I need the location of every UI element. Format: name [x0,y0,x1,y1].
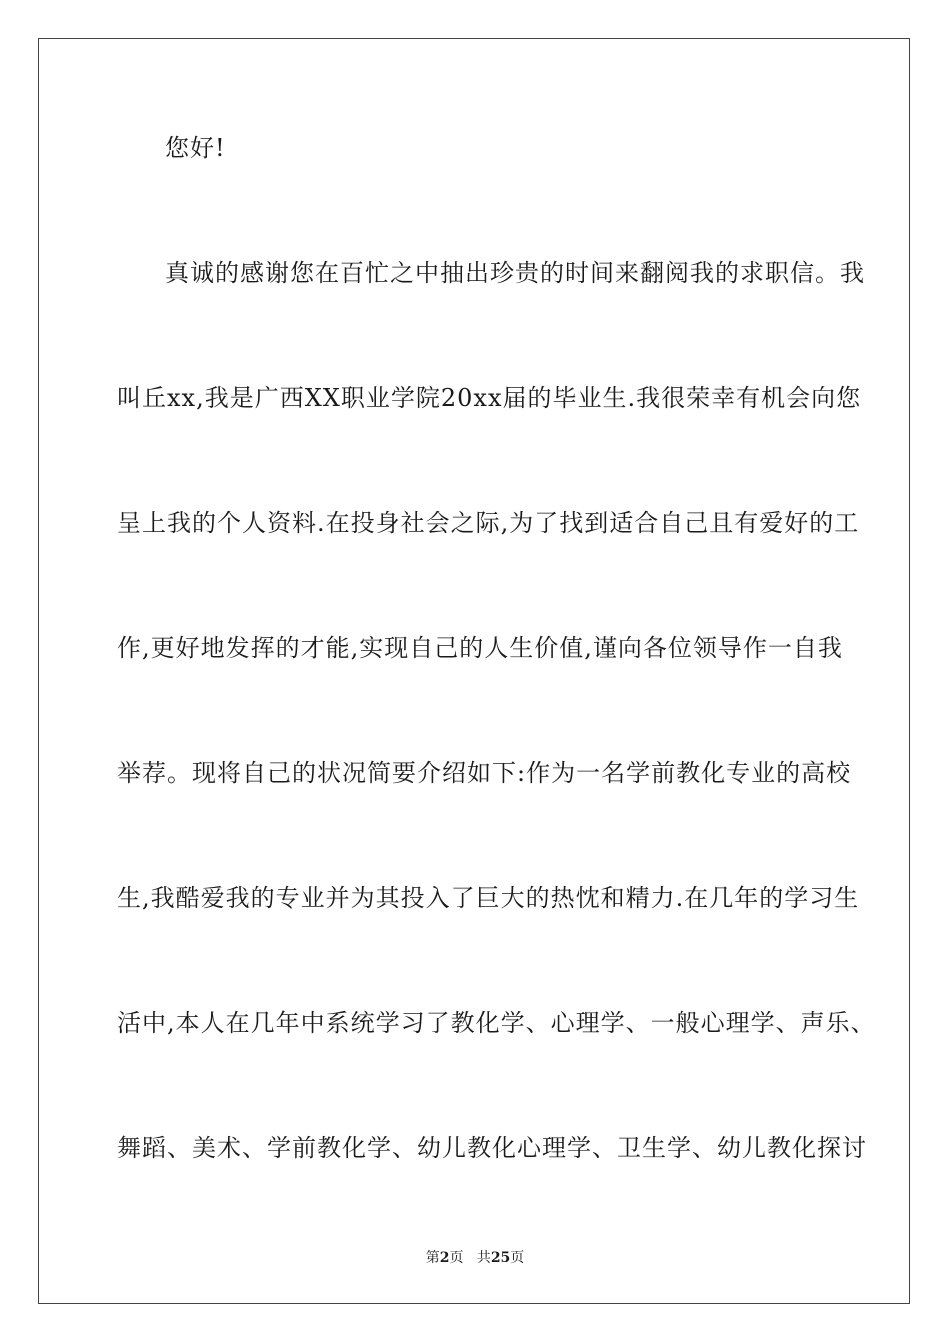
total-suffix: 页 [510,1250,525,1266]
body-line-6: 生,我酷爱我的专业并为其投入了巨大的热忱和精力.在几年的学习生 [117,884,860,912]
body-line-5: 举荐。现将自己的状况简要介绍如下:作为一名学前教化专业的高校 [117,759,852,787]
page-prefix: 第 [425,1250,440,1266]
body-line-7: 活中,本人在几年中系统学习了教化学、心理学、一般心理学、声乐、 [117,1009,876,1037]
total-pages: 25 [490,1250,511,1266]
body-line-4: 作,更好地发挥的才能,实现自己的人生价值,谨向各位领导作一自我 [117,634,843,662]
body-line-3: 呈上我的个人资料.在投身社会之际,为了找到适合自己且有爱好的工 [117,509,860,537]
page-number: 2 [439,1250,450,1266]
page-footer [0,1249,950,1267]
page-suffix: 页 [449,1250,464,1266]
body-line-2: 叫丘xx,我是广西XX职业学院20xx届的毕业生.我很荣幸有机会向您 [117,384,862,412]
greeting: 您好! [165,134,226,162]
body-line-1: 真诚的感谢您在百忙之中抽出珍贵的时间来翻阅我的求职信。我 [165,259,865,287]
page-frame [38,38,910,1304]
body-line-8: 舞蹈、美术、学前教化学、幼儿教化心理学、卫生学、幼儿教化探讨 [117,1134,867,1162]
total-prefix: 共 [476,1250,491,1266]
